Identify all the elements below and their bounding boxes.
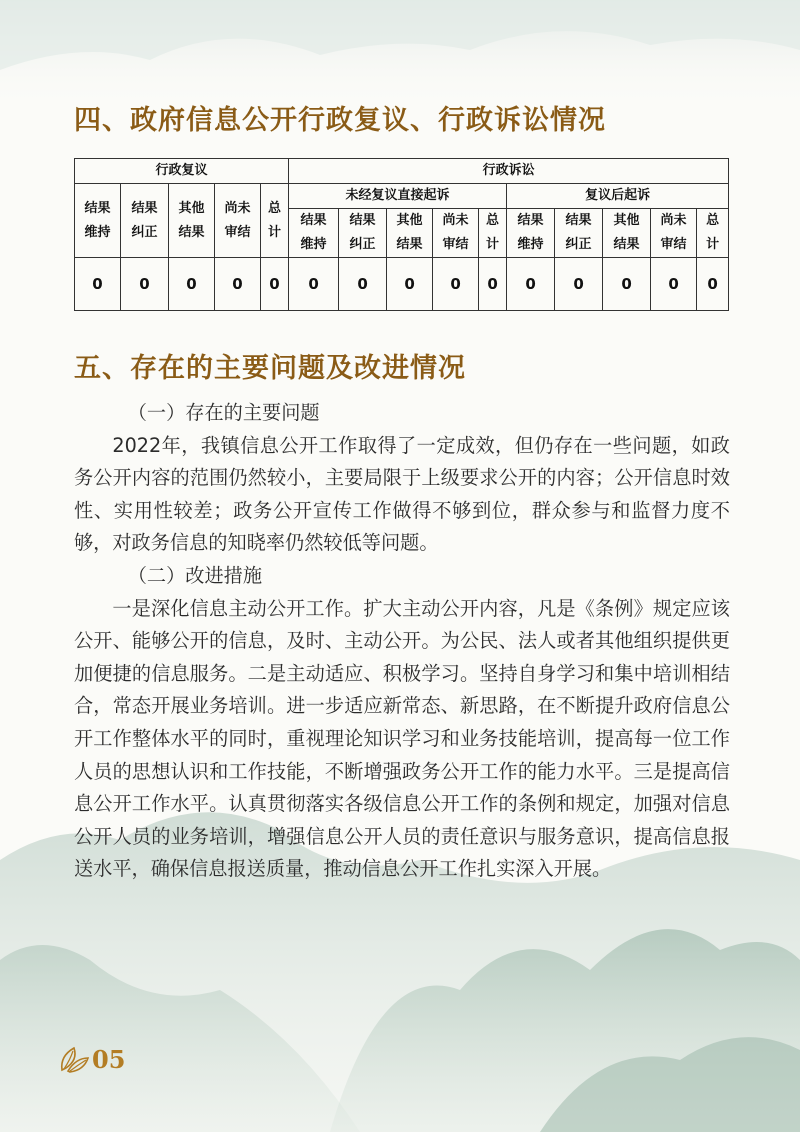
table-cell: 0 <box>433 258 479 311</box>
paragraph-problems: 2022年，我镇信息公开工作取得了一定成效，但仍存在一些问题，如政务公开内容的范围仍然较小，主要局限于上级要求公开的内容；公开信息时效性、实用性较差；政务公开宣传工作做得不够到位，群众参与和监督力度不够，对政务信息的知晓率仍然较低等问题。 <box>74 433 730 555</box>
table-cell: 0 <box>215 258 261 311</box>
table-cell: 0 <box>339 258 387 311</box>
table-cell: 0 <box>261 258 289 311</box>
review-litigation-table <box>74 158 729 311</box>
page-footer <box>58 1044 125 1074</box>
section-heading-5: 五、存在的主要问题及改进情况 <box>74 353 466 384</box>
table-cell: 0 <box>387 258 433 311</box>
table-cell: 0 <box>555 258 603 311</box>
table-cell: 0 <box>603 258 651 311</box>
subheading-problems: （一）存在的主要问题 <box>127 401 320 424</box>
admin-review-header: 行政复议 <box>75 159 289 184</box>
paragraph-measures: 一是深化信息主动公开工作。扩大主动公开内容，凡是《条例》规定应该公开、能够公开的信息，及时、主动公开。为公民、法人或者其他组织提供更加便捷的信息服务。二是主动适应、积极学习。坚持自身学习和集中培训相结合，常态开展业务培训。进一步适应新常态、新思路，在不断提升政府信息公开工作整体水平的同时，重视理论知识学习和业务技能培训，提高每一位工作人员的思想认识和工作技能，不断增强政务公开工作的能力水平。三是提高信息公开工作水平。认真贯彻落实各级信息公开工作的条例和规定，加强对信息公开人员的业务培训，增强信息公开人员的责任意识与服务意识，提高信息报送水平，确保信息报送质量，推动信息公开工作扎实深入开展。 <box>74 596 730 881</box>
column-header: 其他 结果 <box>387 209 433 258</box>
column-header: 其他 结果 <box>169 184 215 258</box>
column-header: 结果 纠正 <box>555 209 603 258</box>
table-cell: 0 <box>75 258 121 311</box>
column-header: 结果 维持 <box>289 209 339 258</box>
section-heading-4: 四、政府信息公开行政复议、行政诉讼情况 <box>74 105 606 136</box>
table-cell: 0 <box>651 258 697 311</box>
table-row <box>75 258 729 311</box>
table-cell: 0 <box>507 258 555 311</box>
table-cell: 0 <box>169 258 215 311</box>
table-cell: 0 <box>121 258 169 311</box>
column-header: 总 计 <box>261 184 289 258</box>
column-header: 尚未 审结 <box>433 209 479 258</box>
body-text <box>74 397 730 886</box>
column-header: 总 计 <box>697 209 729 258</box>
column-header: 其他 结果 <box>603 209 651 258</box>
column-header: 结果 纠正 <box>121 184 169 258</box>
column-header: 结果 纠正 <box>339 209 387 258</box>
subheading-measures: （二）改进措施 <box>127 563 263 587</box>
column-header: 总 计 <box>479 209 507 258</box>
page-number: 05 <box>92 1044 126 1074</box>
leaf-icon <box>58 1044 90 1074</box>
column-header: 结果 维持 <box>75 184 121 258</box>
column-header: 结果 维持 <box>507 209 555 258</box>
direct-suit-header: 未经复议直接起诉 <box>289 184 507 209</box>
table-cell: 0 <box>697 258 729 311</box>
table-cell: 0 <box>479 258 507 311</box>
column-header: 尚未 审结 <box>215 184 261 258</box>
table-cell: 0 <box>289 258 339 311</box>
admin-litigation-header: 行政诉讼 <box>289 159 729 184</box>
column-header: 尚未 审结 <box>651 209 697 258</box>
after-review-header: 复议后起诉 <box>507 184 729 209</box>
